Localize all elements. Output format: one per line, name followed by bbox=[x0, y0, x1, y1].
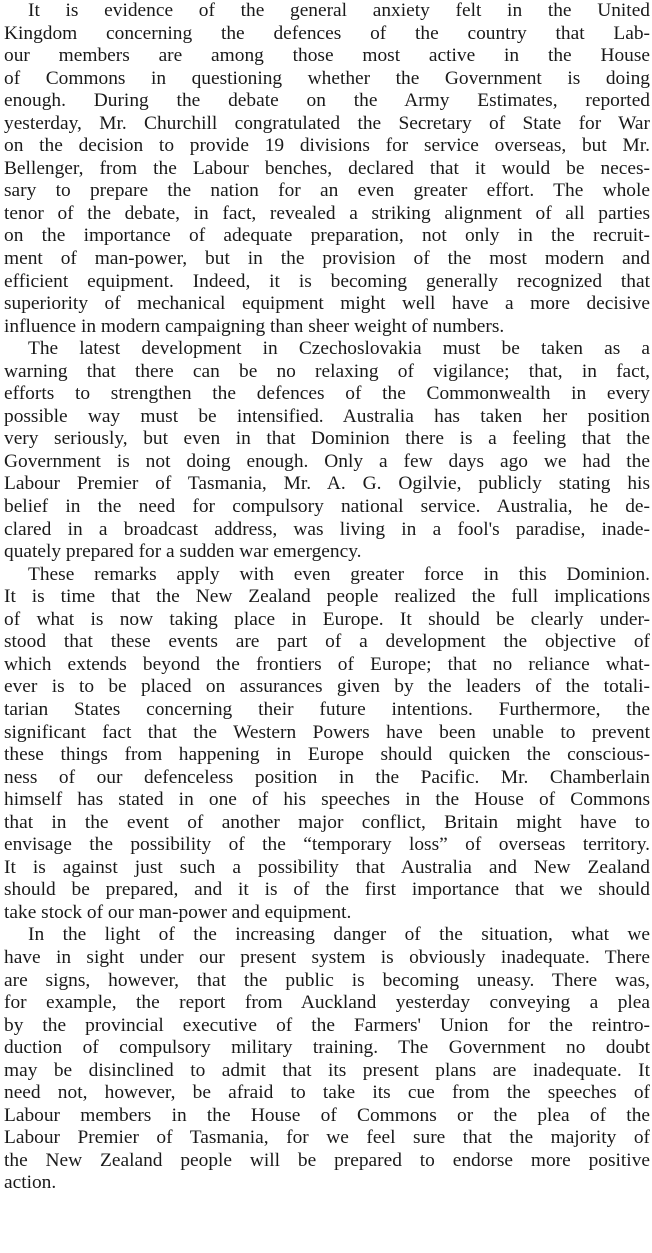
text-line: Government is not doing enough. Only a few days ago we had the bbox=[4, 450, 650, 472]
text-line: of what is now taking place in Europe. It should be clearly under- bbox=[4, 608, 650, 630]
text-line: on the decision to provide 19 divisions for service overseas, but Mr. bbox=[4, 135, 650, 157]
text-line: which extends beyond the frontiers of Europe; that no reliance what- bbox=[4, 653, 650, 675]
text-line: for example, the report from Auckland yesterday conveying a plea bbox=[4, 992, 650, 1014]
text-line: have in sight under our present system is obviously inadequate. There bbox=[4, 946, 650, 968]
text-line: In the light of the increasing danger of the situation, what we bbox=[28, 924, 650, 946]
text-line: may be disinclined to admit that its present plans are inadequate. It bbox=[4, 1059, 650, 1081]
text-line: duction of compulsory military training. The Government no doubt bbox=[4, 1037, 650, 1059]
text-line: tarian States concerning their future intentions. Furthermore, the bbox=[4, 698, 650, 720]
text-line: the New Zealand people will be prepared to endorse more positive bbox=[4, 1149, 650, 1171]
text-line: efforts to strengthen the defences of the Commonwealth in every bbox=[4, 383, 650, 405]
text-line: belief in the need for compulsory national service. Australia, he de- bbox=[4, 496, 650, 518]
text-line: superiority of mechanical equipment might well have a more decisive bbox=[4, 293, 650, 315]
text-line: need not, however, be afraid to take its cue from the speeches of bbox=[4, 1082, 650, 1104]
text-line: Bellenger, from the Labour benches, declared that it would be neces- bbox=[4, 157, 650, 179]
text-line: by the provincial executive of the Farmers' Union for the reintro- bbox=[4, 1014, 650, 1036]
text-line: quately prepared for a sudden war emergency. bbox=[4, 541, 362, 563]
newspaper-article bbox=[4, 0, 650, 1253]
text-line: these things from happening in Europe should quicken the conscious- bbox=[4, 744, 650, 766]
text-line: ness of our defenceless position in the Pacific. Mr. Chamberlain bbox=[4, 766, 650, 788]
text-line: should be prepared, and it is of the first importance that we should bbox=[4, 879, 650, 901]
text-line: It is evidence of the general anxiety felt in the United bbox=[28, 0, 650, 21]
text-line: warning that there can be no relaxing of vigilance; that, in fact, bbox=[4, 360, 650, 382]
text-line: efficient equipment. Indeed, it is becoming generally recognized that bbox=[4, 270, 650, 292]
text-line: action. bbox=[4, 1172, 57, 1194]
text-line: yesterday, Mr. Churchill congratulated the Secretary of State for War bbox=[4, 112, 650, 134]
text-line: ever is to be placed on assurances given by the leaders of the totali- bbox=[4, 676, 650, 698]
paragraph-uk-anxiety bbox=[4, 0, 650, 338]
text-line: significant fact that the Western Powers have been unable to prevent bbox=[4, 721, 650, 743]
text-line: sary to prepare the nation for an even greater effort. The whole bbox=[4, 180, 650, 202]
text-line: It is time that the New Zealand people realized the full implications bbox=[4, 586, 650, 608]
text-line: envisage the possibility of the “temporary loss” of overseas territory. bbox=[4, 834, 650, 856]
text-line: tenor of the debate, in fact, revealed a striking alignment of all parties bbox=[4, 202, 650, 224]
text-line: clared in a broadcast address, was living in a fool's paradise, inade- bbox=[4, 518, 650, 540]
text-line: The latest development in Czechoslovakia must be taken as a bbox=[28, 338, 650, 360]
text-line: himself has stated in one of his speeches in the House of Commons bbox=[4, 789, 650, 811]
text-line: Labour members in the House of Commons or the plea of the bbox=[4, 1104, 650, 1126]
paragraph-dominion bbox=[4, 564, 650, 925]
text-line: that in the event of another major conflict, Britain might have to bbox=[4, 811, 650, 833]
text-line: of Commons in questioning whether the Government is doing bbox=[4, 67, 650, 89]
text-line: influence in modern campaigning than sheer weight of numbers. bbox=[4, 315, 505, 337]
text-line: enough. During the debate on the Army Estimates, reported bbox=[4, 90, 650, 112]
text-line: take stock of our man-power and equipment. bbox=[4, 901, 352, 923]
text-line: Labour Premier of Tasmania, Mr. A. G. Ogilvie, publicly stating his bbox=[4, 473, 650, 495]
paragraph-situation bbox=[4, 924, 650, 1195]
text-line: It is against just such a possibility that Australia and New Zealand bbox=[4, 856, 650, 878]
text-line: on the importance of adequate preparation, not only in the recruit- bbox=[4, 225, 650, 247]
text-line: Kingdom concerning the defences of the country that Lab- bbox=[4, 22, 650, 44]
text-line: possible way must be intensified. Australia has taken her position bbox=[4, 405, 650, 427]
text-line: Labour Premier of Tasmania, for we feel sure that the majority of bbox=[4, 1127, 650, 1149]
text-line: our members are among those most active in the House bbox=[4, 45, 650, 67]
text-line: ment of man-power, but in the provision of the most modern and bbox=[4, 248, 650, 270]
text-line: are signs, however, that the public is becoming uneasy. There was, bbox=[4, 969, 650, 991]
text-line: stood that these events are part of a development the objective of bbox=[4, 631, 650, 653]
text-line: These remarks apply with even greater force in this Dominion. bbox=[28, 563, 650, 585]
text-line: very seriously, but even in that Dominion there is a feeling that the bbox=[4, 428, 650, 450]
paragraph-czechoslovakia bbox=[4, 338, 650, 563]
